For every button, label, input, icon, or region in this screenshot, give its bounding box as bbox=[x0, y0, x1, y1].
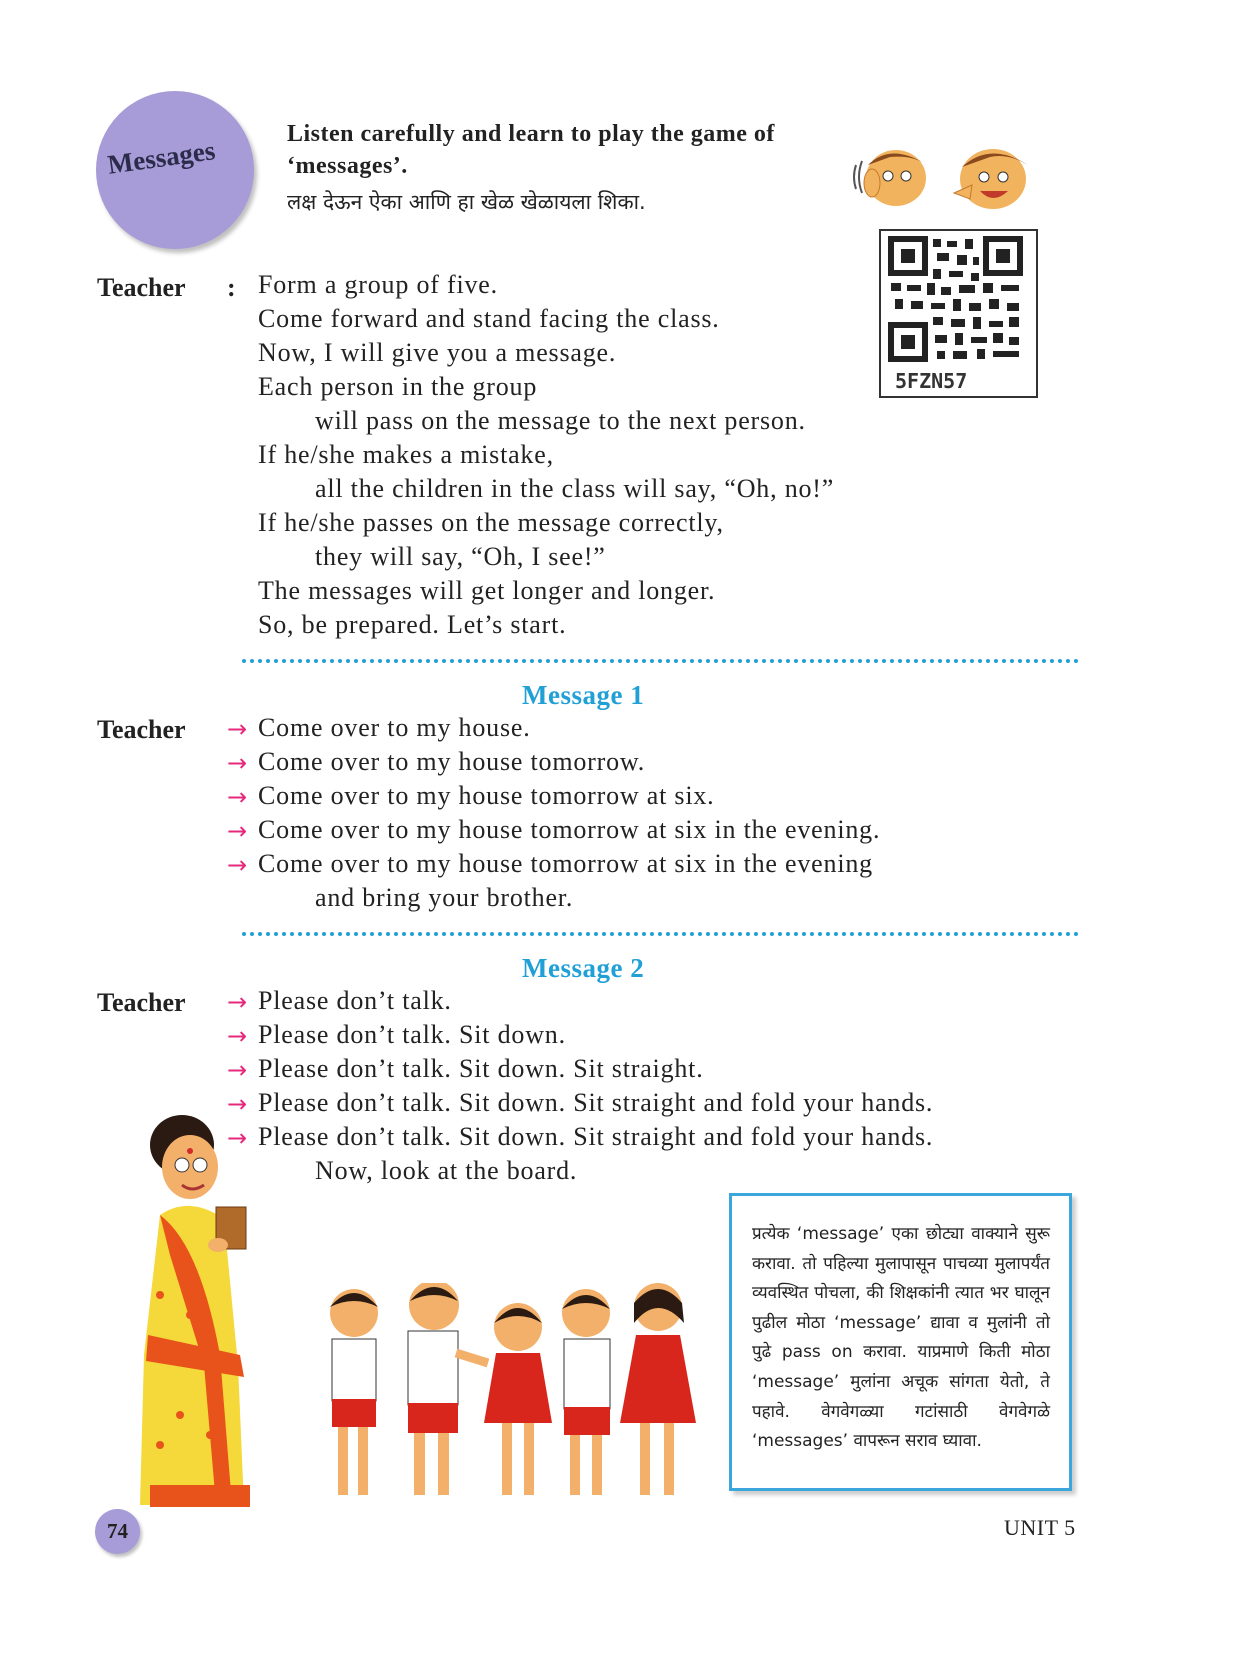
arrow-icon: → bbox=[227, 715, 248, 743]
arrow-icon: → bbox=[227, 783, 248, 811]
message-1-line: and bring your brother. bbox=[315, 883, 574, 912]
speaker-label: Teacher bbox=[97, 715, 186, 744]
instruction-line: Each person in the group bbox=[258, 372, 538, 401]
message-2-line: Please don’t talk. bbox=[258, 986, 452, 1015]
instruction-line: If he/she makes a mistake, bbox=[258, 440, 554, 469]
message-1-line: Come over to my house tomorrow at six. bbox=[258, 781, 715, 810]
unit-label: UNIT 5 bbox=[1004, 1515, 1076, 1540]
arrow-icon: → bbox=[227, 817, 248, 845]
message-1-line: Come over to my house tomorrow at six in the evening. bbox=[258, 815, 881, 844]
child-2 bbox=[408, 1283, 488, 1495]
speaker-colon: : bbox=[227, 273, 236, 302]
qr-code[interactable] bbox=[879, 229, 1038, 398]
dotted-divider bbox=[242, 932, 1079, 936]
instruction-line: Form a group of five. bbox=[258, 270, 498, 299]
message-2-line: Please don’t talk. Sit down. Sit straight and fold your hands. bbox=[258, 1122, 934, 1151]
section-badge-label: Messages bbox=[105, 135, 217, 180]
children-illustration bbox=[318, 1283, 728, 1510]
child-3 bbox=[484, 1303, 552, 1495]
instruction-line: Come forward and stand facing the class. bbox=[258, 304, 720, 333]
message-1-line: Come over to my house tomorrow at six in the evening bbox=[258, 849, 873, 878]
message-2-heading: Message 2 bbox=[522, 953, 645, 983]
arrow-icon: → bbox=[227, 749, 248, 777]
message-1-line: Come over to my house. bbox=[258, 713, 531, 742]
message-1-heading: Message 1 bbox=[522, 680, 645, 710]
instruction-line: If he/she passes on the message correctly, bbox=[258, 508, 724, 537]
instruction-marathi: लक्ष देऊन ऐका आणि हा खेळ खेळायला शिका. bbox=[287, 190, 646, 214]
instruction-line: Now, I will give you a message. bbox=[258, 338, 617, 367]
teacher-note-text: प्रत्येक ‘message’ एका छोट्या वाक्याने सुरू करावा. तो पहिल्या मुलापासून पाचव्या मुलापर्यंत व्यवस्थित पोचला, की शिक्षकांनी त्यात भर घालून पुढील मोठा ‘message’ द्यावा व मुलांनी तो पुढे pass on करावा. याप्रमाणे किती मोठा ‘message’ मुलांना अचूक सांगता येतो, ते पहावे. वेगवेगळ्या गटांसाठी वेगवेगळे ‘messages’ वापरून सराव घ्यावा. bbox=[752, 1224, 1050, 1452]
sound-waves-icon bbox=[854, 161, 862, 193]
arrow-icon: → bbox=[227, 1124, 248, 1152]
speaker-label: Teacher bbox=[97, 273, 186, 302]
arrow-icon: → bbox=[227, 1022, 248, 1050]
qr-code-pattern bbox=[881, 233, 1032, 365]
message-2-line: Please don’t talk. Sit down. Sit straight. bbox=[258, 1054, 704, 1083]
message-2-line: Please don’t talk. Sit down. bbox=[258, 1020, 566, 1049]
child-1 bbox=[330, 1289, 378, 1495]
page-number: 74 bbox=[95, 1509, 140, 1554]
qr-code-label: 5FZN57 bbox=[895, 369, 968, 393]
arrow-icon: → bbox=[227, 851, 248, 879]
instruction-line: So, be prepared. Let’s start. bbox=[258, 610, 567, 639]
dotted-divider bbox=[242, 659, 1079, 663]
instruction-line: all the children in the class will say, “Oh, no!” bbox=[315, 474, 835, 503]
message-1-line: Come over to my house tomorrow. bbox=[258, 747, 646, 776]
teacher-note-box bbox=[729, 1193, 1072, 1491]
instruction-line: The messages will get longer and longer. bbox=[258, 576, 716, 605]
speaker-label: Teacher bbox=[97, 988, 186, 1017]
instruction-heading: Listen carefully and learn to play the game of ‘messages’. bbox=[287, 121, 775, 179]
message-2-line: Now, look at the board. bbox=[315, 1156, 578, 1185]
instruction-line: they will say, “Oh, I see!” bbox=[315, 542, 606, 571]
message-2-line: Please don’t talk. Sit down. Sit straight and fold your hands. bbox=[258, 1088, 934, 1117]
teacher-illustration bbox=[120, 1115, 280, 1515]
listening-kids-illustration bbox=[850, 143, 1050, 218]
kid-face-right bbox=[960, 149, 1026, 209]
child-5 bbox=[620, 1283, 696, 1495]
arrow-icon: → bbox=[227, 1090, 248, 1118]
instruction-line: will pass on the message to the next person. bbox=[315, 406, 806, 435]
arrow-icon: → bbox=[227, 988, 248, 1016]
arrow-icon: → bbox=[227, 1056, 248, 1084]
child-4 bbox=[562, 1289, 610, 1495]
